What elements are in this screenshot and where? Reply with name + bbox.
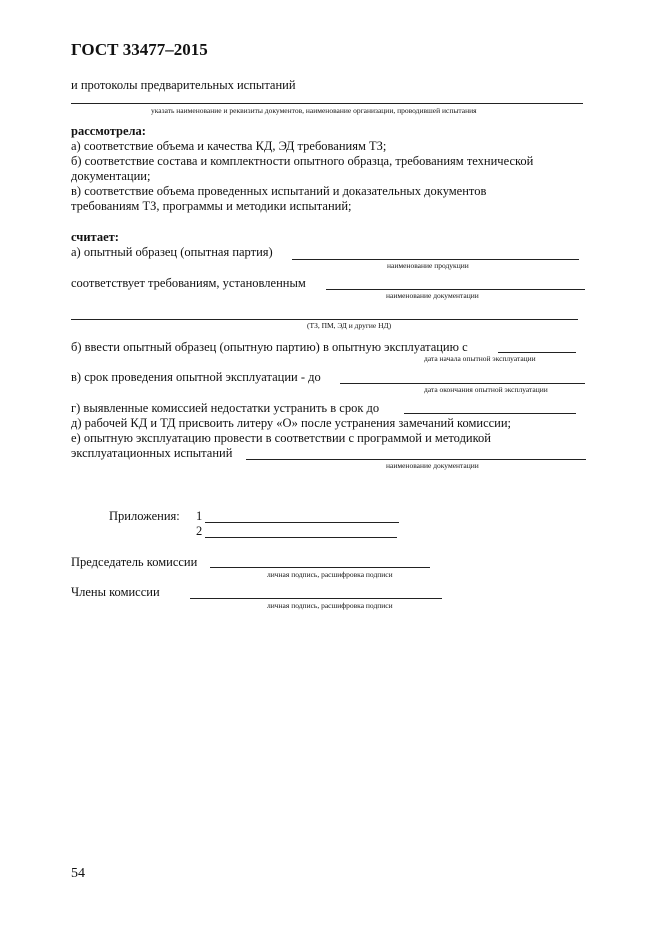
reviewed-item-v: в) соответствие объема проведенных испытаний и доказательных документов xyxy=(71,184,487,198)
members-hint: личная подпись, расшифровка подписи xyxy=(267,601,393,610)
chair-signature-line xyxy=(210,567,430,568)
considers-g-text: г) выявленные комиссией недостатки устранить в срок до xyxy=(71,401,380,415)
protocols-hint: указать наименование и реквизиты документов, наименование организации, проводившей испытания xyxy=(151,106,477,115)
reviewed-item-b: б) соответствие состава и комплектности опытного образца, требованиям технической xyxy=(71,154,534,168)
considers-e-text: е) опытную эксплуатацию провести в соответствии с программой и методикой xyxy=(71,431,492,445)
considers-e-text-cont: эксплуатационных испытаний xyxy=(71,446,233,460)
docs-hint: (ТЗ, ПМ, ЭД и другие НД) xyxy=(307,321,392,330)
page-number: 54 xyxy=(71,866,85,881)
considers-a-hint: наименование продукции xyxy=(387,261,469,270)
attachments-label: Приложения: xyxy=(109,509,180,523)
attachment-1-number: 1 xyxy=(196,509,203,523)
complies-text: соответствует требованиям, установленным xyxy=(71,276,306,290)
members-signature-line xyxy=(190,598,442,599)
protocols-text: и протоколы предварительных испытаний xyxy=(71,78,296,92)
considers-e-underline xyxy=(246,459,586,460)
chair-hint: личная подпись, расшифровка подписи xyxy=(267,570,393,579)
complies-underline xyxy=(326,289,585,290)
considers-heading: считает: xyxy=(71,230,119,244)
attachment-2-underline xyxy=(205,537,397,538)
members-label: Члены комиссии xyxy=(71,585,160,599)
docs-underline xyxy=(71,319,578,320)
reviewed-item-v-cont: требованиям ТЗ, программы и методики испытаний; xyxy=(71,199,352,213)
considers-b-hint: дата начала опытной эксплуатации xyxy=(424,354,536,363)
chair-label: Председатель комиссии xyxy=(71,555,198,569)
considers-a-underline xyxy=(292,259,579,260)
reviewed-heading: рассмотрела: xyxy=(71,124,146,138)
considers-g-underline xyxy=(404,413,576,414)
considers-e-hint: наименование документации xyxy=(386,461,479,470)
considers-b-underline xyxy=(498,352,576,353)
considers-d-text: д) рабочей КД и ТД присвоить литеру «О» после устранения замечаний комиссии; xyxy=(71,416,512,430)
considers-v-underline xyxy=(340,383,585,384)
considers-a-text: а) опытный образец (опытная партия) xyxy=(71,245,273,259)
attachment-2-number: 2 xyxy=(196,524,203,538)
protocols-underline xyxy=(71,103,583,104)
considers-v-hint: дата окончания опытной эксплуатации xyxy=(424,385,548,394)
reviewed-item-b-cont: документации; xyxy=(71,169,151,183)
attachment-1-underline xyxy=(205,522,399,523)
reviewed-item-a: а) соответствие объема и качества КД, ЭД требованиям ТЗ; xyxy=(71,139,387,153)
considers-b-text: б) ввести опытный образец (опытную партию) в опытную эксплуатацию с xyxy=(71,340,468,354)
document-header: ГОСТ 33477–2015 xyxy=(71,40,208,59)
considers-v-text: в) срок проведения опытной эксплуатации - до xyxy=(71,370,321,384)
complies-hint: наименование документации xyxy=(386,291,479,300)
